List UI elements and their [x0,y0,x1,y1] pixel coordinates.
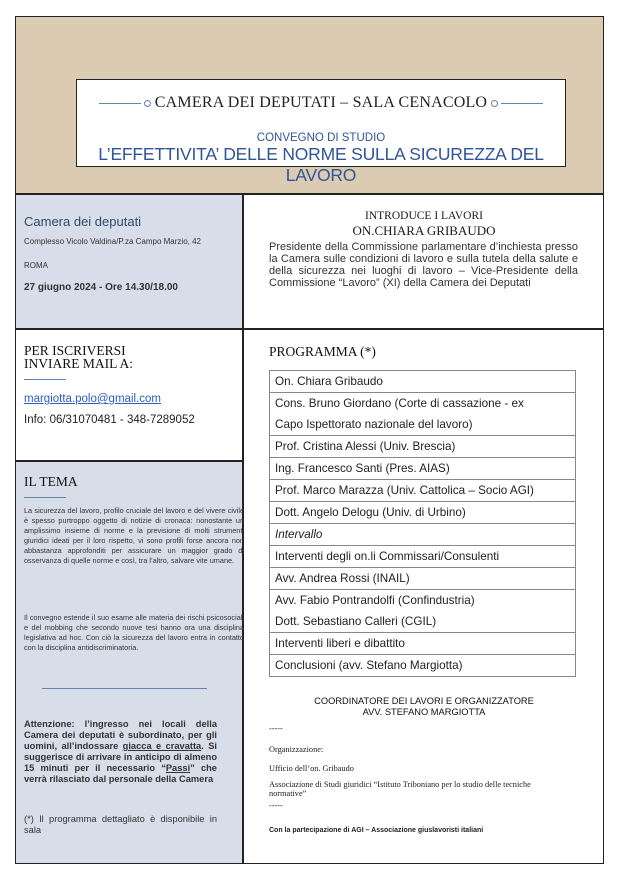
tema-heading: IL TEMA [24,474,78,489]
program-item: Cons. Bruno Giordano (Corte di cassazione - ex [275,397,524,410]
intro-speaker: ON.CHIARA GRIBAUDO [352,223,496,238]
program-item: Prof. Marco Marazza (Univ. Cattolica – Socio AGI) [270,480,575,502]
separator-dashes: ----- [269,724,283,733]
partnership-note: Con la partecipazione di AGI – Associazione giuslavoristi italiani [269,827,484,834]
divider [16,328,604,330]
divider [16,193,604,195]
programma-table [269,370,576,677]
separator-rule [42,688,207,689]
tema-paragraph-1: La sicurezza del lavoro, profilo cruciale del lavoro e del vivere civile è spesso purtroppo oggetto di notizie di cronaca: nonostante un amplissimo insieme di norme e la previsione di molti strumenti giuridici ideati per il loro rispetto, vi sono profili forse ancora non abbastanza approfonditi per assicurare un maggior grado di osservanza di quelle norme e così, tra l’altro, salvare vite umane. [24,506,244,566]
divider [16,460,242,462]
location-name: Camera dei deputati [24,214,142,229]
heading-rule [24,497,66,498]
coordinator-heading: COORDINATORE DEI LAVORI E ORGANIZZATORE [314,696,534,706]
intro-description: Presidente della Commissione parlamentare d’inchiesta presso la Camera sulle condizioni di lavoro e sulla tutela della salute e della sicurezza nei luoghi di lavoro – Vice-Presidente della Commissione “Lavoro” (XI) della Camera dei Deputati [269,241,578,289]
notice-text-3: ” che verrà rilasciato dal personale della Camera [24,763,217,784]
program-item: Dott. Angelo Delogu (Univ. di Urbino) [270,502,575,524]
registration-phone: Info: 06/31070481 - 348-7289052 [24,414,195,426]
notice-text-1: Attenzione: l’ingresso nei locali della Camera dei deputati è subordinato, per gli uomini, all’indossare [24,719,217,751]
program-item: Avv. Fabio Pontrandolfi (Confindustria) [275,594,475,607]
notice-text-2: . Si suggerisce di arrivare in anticipo di almeno 15 minuti per il necessario “ [24,741,217,773]
program-item: Conclusioni (avv. Stefano Margiotta) [275,659,463,672]
registration-heading [24,344,133,370]
event-datetime: 27 giugno 2024 - Ore 14.30/18.00 [24,282,178,293]
organization-association: Associazione di Studi giuridici “Istituto Triboniano per lo studio delle tecniche normative” [269,780,531,798]
registration-email-link[interactable]: margiotta.polo@gmail.com [24,393,161,405]
program-item: Capo Ispettorato nazionale del lavoro) [270,414,575,436]
program-item: On. Chiara Gribaudo [270,371,575,393]
notice-pass: Passi [165,763,191,773]
program-item: Dott. Sebastiano Calleri (CGIL) [270,611,575,633]
program-item: Prof. Cristina Alessi (Univ. Brescia) [270,436,575,458]
institution-title: CAMERA DEI DEPUTATI – SALA CENACOLO [154,94,488,111]
program-item: Avv. Andrea Rossi (INAIL) [270,568,575,590]
program-item: Interventi degli on.li Commissari/Consulenti [270,546,575,568]
coordinator-name: AVV. STEFANO MARGIOTTA [362,707,486,717]
program-item: Interventi liberi e dibattito [270,633,575,655]
separator-dashes: ----- [269,801,283,810]
event-title: L’EFFETTIVITA’ DELLE NORME SULLA SICUREZZA DEL LAVORO [98,144,544,185]
location-address: Complesso Vicolo Valdina/P.za Campo Marzio, 42 [24,237,201,246]
heading-rule [24,379,66,380]
program-item-break: Intervallo [270,524,575,546]
intro-heading: INTRODUCE I LAVORI [365,210,483,222]
program-item: Ing. Francesco Santi (Pres. AIAS) [270,458,575,480]
location-city: ROMA [24,261,48,270]
organization-office: Ufficio dell’on. Gribaudo [269,764,354,773]
dress-code-notice [24,719,217,785]
notice-dress-code: giacca e cravatta [122,741,202,751]
event-subtitle: CONVEGNO DI STUDIO [256,132,386,144]
registration-heading-line1: PER ISCRIVERSI [24,343,126,358]
programma-heading: PROGRAMMA (*) [269,344,376,359]
organization-label: Organizzazione: [269,745,324,754]
program-footnote: (*) Il programma dettagliato è disponibile in sala [24,814,217,835]
tema-paragraph-2: Il convegno estende il suo esame alle materia dei rischi psicosociali e del mobbing che secondo nuove tesi hanno ora una disciplina legislativa ad hoc. Con ciò la sicurezza del lavoro entra in contatto con la disciplina antidiscriminatoria. [24,613,244,653]
registration-heading-line2: INVIARE MAIL A: [24,356,133,371]
